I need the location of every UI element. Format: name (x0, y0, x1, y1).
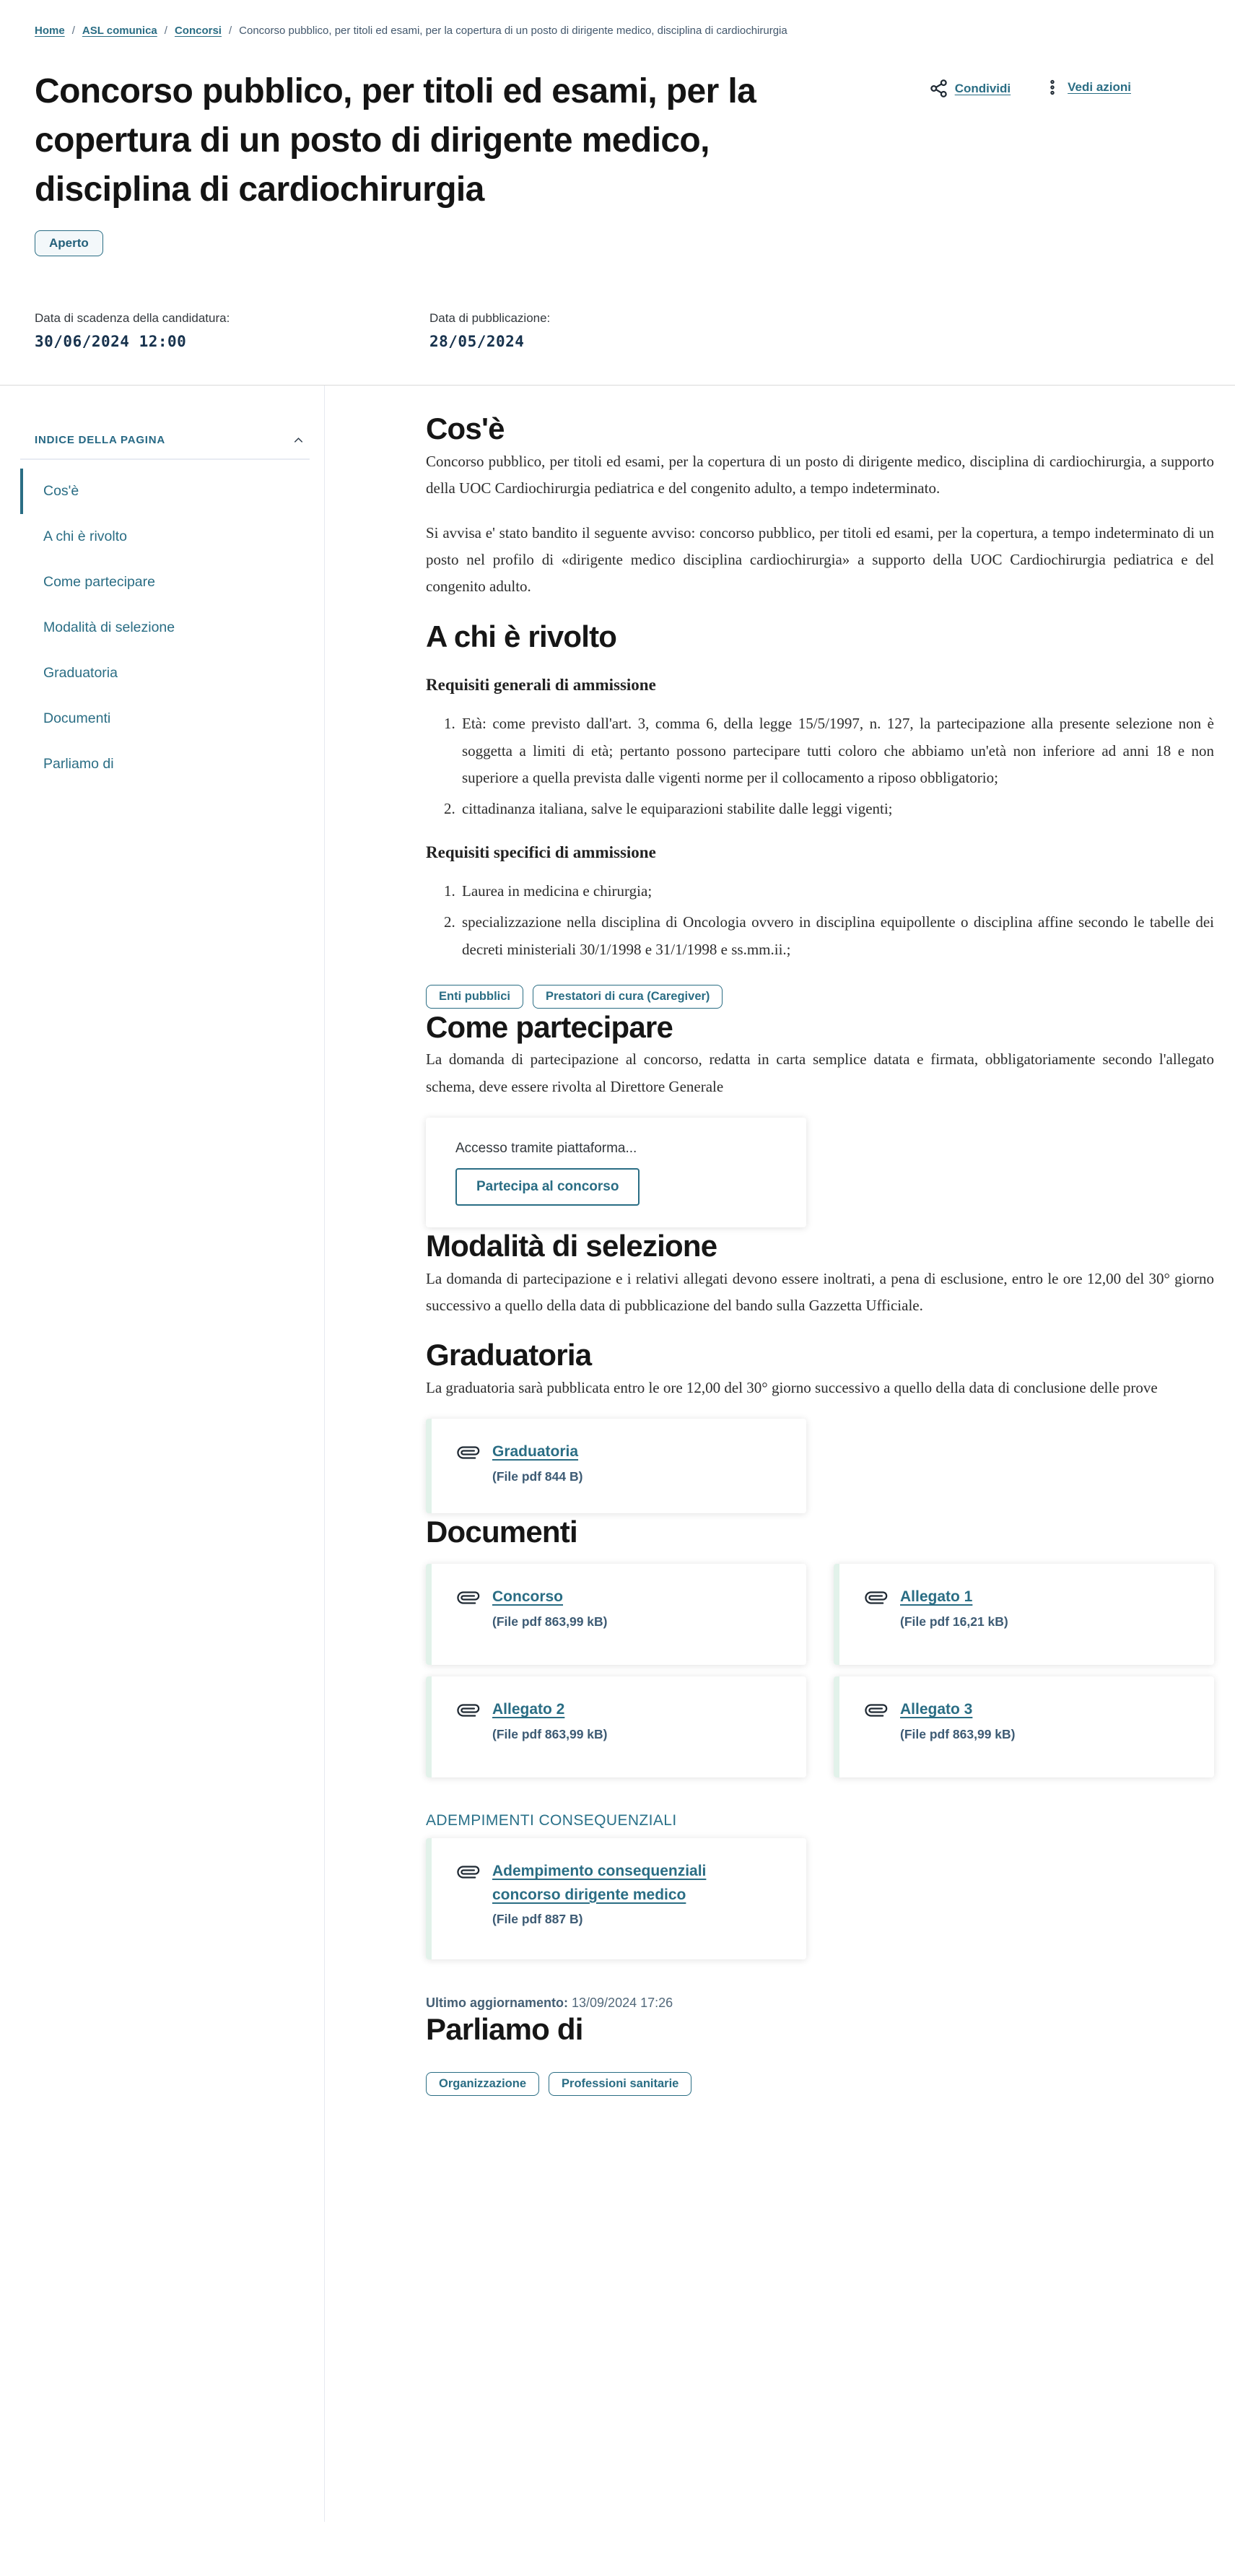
list-item: 1. Età: come previsto dall'art. 3, comma 6, della legge 15/5/1997, n. 127, la partecipazione alla presente selezione non è soggetta a limiti di età; pertanto possono partecipare tutti coloro che abbiamo un'età non inferiore ad anni 18 e non superiore a quella prevista dalle vigenti norme per il collocamento a riposo obbligatorio; (459, 710, 1214, 791)
breadcrumb-concorsi[interactable]: Concorsi (174, 25, 222, 37)
section-documenti (426, 1513, 1214, 1960)
section-come-partecipare (426, 1009, 1214, 1227)
list-item: 2. specializzazione nella disciplina di Oncologia ovvero in disciplina equipollente o disciplina affine secondo le tabelle dei decreti ministeriali 30/1/1998 e 31/1/1998 e ss.mm.ii.; (459, 909, 1214, 963)
tag-organizzazione[interactable]: Organizzazione (426, 2072, 539, 2096)
sidebar-item-cose[interactable] (20, 469, 324, 514)
section-heading-graduatoria: Graduatoria (426, 1338, 592, 1372)
attachment-card-allegato-3 (834, 1676, 1214, 1777)
publication-label: Data di pubblicazione: (429, 311, 551, 326)
come-paragraph: La domanda di partecipazione al concorso, redatta in carta semplice datata e firmata, obbligatoriamente secondo l'allegato schema, deve essere rivolta al Direttore Generale (426, 1050, 1214, 1095)
page-header (0, 0, 1235, 386)
page-title: Concorso pubblico, per titoli ed esami, per la copertura di un posto di dirigente medico, disciplina di cardiochirurgia (35, 72, 756, 209)
page-index-sidebar (0, 386, 325, 2522)
attachment-card-concorso (426, 1564, 806, 1665)
section-heading-a-chi: A chi è rivolto (426, 619, 617, 653)
cose-paragraph-2: Si avvisa e' stato bandito il seguente avviso: concorso pubblico, per titoli ed esami, per la copertura, a tempo indeterminato di un posto nel profilo di «dirigente medico disciplina cardiochirurgia» a supporto della UOC Cardiochirurgia pediatrica e del congenito adulto. (426, 523, 1214, 596)
attachment-card-allegato-2 (426, 1676, 806, 1777)
sidebar-item-modalita-di-selezione[interactable] (20, 605, 324, 650)
attachment-meta: (File pdf 863,99 kB) (900, 1726, 1016, 1741)
kebab-menu-icon (1044, 79, 1061, 96)
section-parliamo-di (426, 2011, 1214, 2096)
paperclip-icon (453, 1857, 484, 1887)
section-heading-modalita: Modalità di selezione (426, 1229, 717, 1263)
status-badge: Aperto (35, 230, 103, 256)
list-item: 1. Laurea in medicina e chirurgia; (459, 878, 1214, 905)
sidebar-item-parliamo-di[interactable] (20, 741, 324, 787)
breadcrumb-current-page: Concorso pubblico, per titoli ed esami, per la copertura di un posto di dirigente medico, disciplina di cardiochirurgia (239, 25, 787, 37)
adempimenti-consequenziali-label: ADEMPIMENTI CONSEQUENZIALI (426, 1812, 677, 1829)
section-modalita-di-selezione (426, 1227, 1214, 1319)
publication-value: 28/05/2024 (429, 333, 525, 351)
attachment-card-allegato-1 (834, 1564, 1214, 1665)
sidebar-item-graduatoria[interactable] (20, 650, 324, 696)
attachment-link-allegato-1[interactable]: Allegato 1 (900, 1588, 973, 1606)
paperclip-icon (453, 1583, 484, 1613)
sidebar-item-a-chi-e-rivolto[interactable] (20, 514, 324, 560)
breadcrumb (35, 0, 1200, 37)
section-heading-cose: Cos'è (426, 412, 505, 446)
attachment-link-adempimento[interactable]: Adempimento consequenziali concorso dirigente medico (492, 1863, 707, 1903)
sidebar-item-come-partecipare[interactable] (20, 560, 324, 605)
breadcrumb-separator: / (71, 25, 75, 37)
section-graduatoria (426, 1336, 1214, 1513)
tag-professioni-sanitarie[interactable]: Professioni sanitarie (549, 2072, 691, 2096)
paperclip-icon (453, 1437, 484, 1468)
attachment-card-graduatoria (426, 1419, 806, 1513)
share-button[interactable]: Condividi (929, 79, 1011, 98)
graduatoria-paragraph: La graduatoria sarà pubblicata entro le ore 12,00 del 30° giorno successivo a quello della data di conclusione delle prove (426, 1378, 1158, 1396)
list-item: 2. cittadinanza italiana, salve le equiparazioni stabilite dalle leggi vigenti; (459, 796, 1214, 822)
requisiti-specifici-list (426, 878, 1214, 963)
section-heading-documenti: Documenti (426, 1514, 577, 1549)
section-heading-parliamo-di: Parliamo di (426, 2012, 583, 2047)
paperclip-icon (861, 1695, 891, 1726)
attachment-meta: (File pdf 863,99 kB) (492, 1614, 608, 1629)
subheading-requisiti-generali: Requisiti generali di ammissione (426, 676, 656, 695)
paperclip-icon (861, 1583, 891, 1613)
last-update-value: 13/09/2024 17:26 (572, 1996, 673, 2011)
breadcrumb-separator: / (164, 25, 167, 37)
sidebar-item-label[interactable]: Graduatoria (43, 665, 118, 682)
section-heading-come-partecipare: Come partecipare (426, 1009, 673, 1044)
tag-enti-pubblici[interactable]: Enti pubblici (426, 985, 523, 1009)
attachment-meta: (File pdf 863,99 kB) (492, 1726, 608, 1741)
partecipa-al-concorso-button[interactable]: Partecipa al concorso (455, 1168, 640, 1206)
attachment-card-adempimento (426, 1838, 806, 1959)
audience-tags (426, 985, 1214, 1009)
section-cose (426, 410, 1214, 600)
requisiti-generali-list (426, 710, 1214, 823)
sidebar-item-label[interactable]: Cos'è (20, 469, 324, 514)
breadcrumb-asl-comunica[interactable]: ASL comunica (82, 25, 157, 37)
documents-grid (426, 1564, 1214, 1777)
last-update-label: Ultimo aggiornamento: (426, 1996, 568, 2011)
breadcrumb-home[interactable]: Home (35, 25, 65, 37)
chevron-up-icon (292, 433, 305, 447)
page-index-collapse-toggle[interactable] (292, 433, 305, 447)
attachment-meta: (File pdf 887 B) (492, 1912, 583, 1927)
breadcrumb-separator: / (228, 25, 232, 37)
tag-prestatori-di-cura[interactable]: Prestatori di cura (Caregiver) (533, 985, 723, 1009)
sidebar-item-label[interactable]: Modalità di selezione (43, 619, 175, 636)
attachment-meta: (File pdf 16,21 kB) (900, 1614, 1008, 1629)
attachment-link-allegato-3[interactable]: Allegato 3 (900, 1701, 973, 1718)
page-index-nav (20, 469, 324, 787)
dates-row (35, 311, 1200, 350)
attachment-meta: (File pdf 844 B) (492, 1468, 583, 1484)
publication-date (429, 311, 550, 350)
paperclip-icon (453, 1695, 484, 1726)
actions-menu-button[interactable]: Vedi azioni (1044, 79, 1131, 96)
subheading-requisiti-specifici: Requisiti specifici di ammissione (426, 843, 656, 861)
share-icon (929, 79, 948, 98)
last-update (426, 1996, 1214, 2011)
sidebar-item-documenti[interactable] (20, 696, 324, 741)
sidebar-item-label[interactable]: Documenti (43, 710, 111, 727)
platform-access-text: Accesso tramite piattaforma... (455, 1141, 637, 1157)
header-actions (929, 79, 1131, 214)
attachment-link-concorso[interactable]: Concorso (492, 1588, 564, 1606)
sidebar-item-label[interactable]: Parliamo di (43, 756, 114, 773)
deadline-value: 30/06/2024 12:00 (35, 333, 187, 351)
section-a-chi-e-rivolto (426, 618, 1214, 1009)
attachment-link-graduatoria[interactable]: Graduatoria (492, 1443, 579, 1461)
cose-paragraph-1: Concorso pubblico, per titoli ed esami, per la copertura di un posto di dirigente medico, disciplina di cardiochirurgia, a supporto della UOC Cardiochirurgia pediatrica e del congenito adulto, a tempo indeterminato. (426, 452, 1214, 497)
sidebar-item-label[interactable]: Come partecipare (43, 574, 155, 591)
sidebar-item-label[interactable]: A chi è rivolto (43, 528, 127, 545)
attachment-link-allegato-2[interactable]: Allegato 2 (492, 1701, 565, 1718)
modalita-paragraph: La domanda di partecipazione e i relativi allegati devono essere inoltrati, a pena di esclusione, entro le ore 12,00 del 30° giorno successivo a quello della data di pubblicazione del bando sulla Gazzetta Ufficiale. (426, 1269, 1214, 1315)
topic-tags (426, 2072, 1214, 2096)
deadline-date (35, 311, 429, 350)
platform-access-card (426, 1118, 806, 1227)
page-index-divider (20, 458, 310, 460)
deadline-label: Data di scadenza della candidatura: (35, 311, 230, 326)
page-index-title: INDICE DELLA PAGINA (35, 434, 166, 447)
